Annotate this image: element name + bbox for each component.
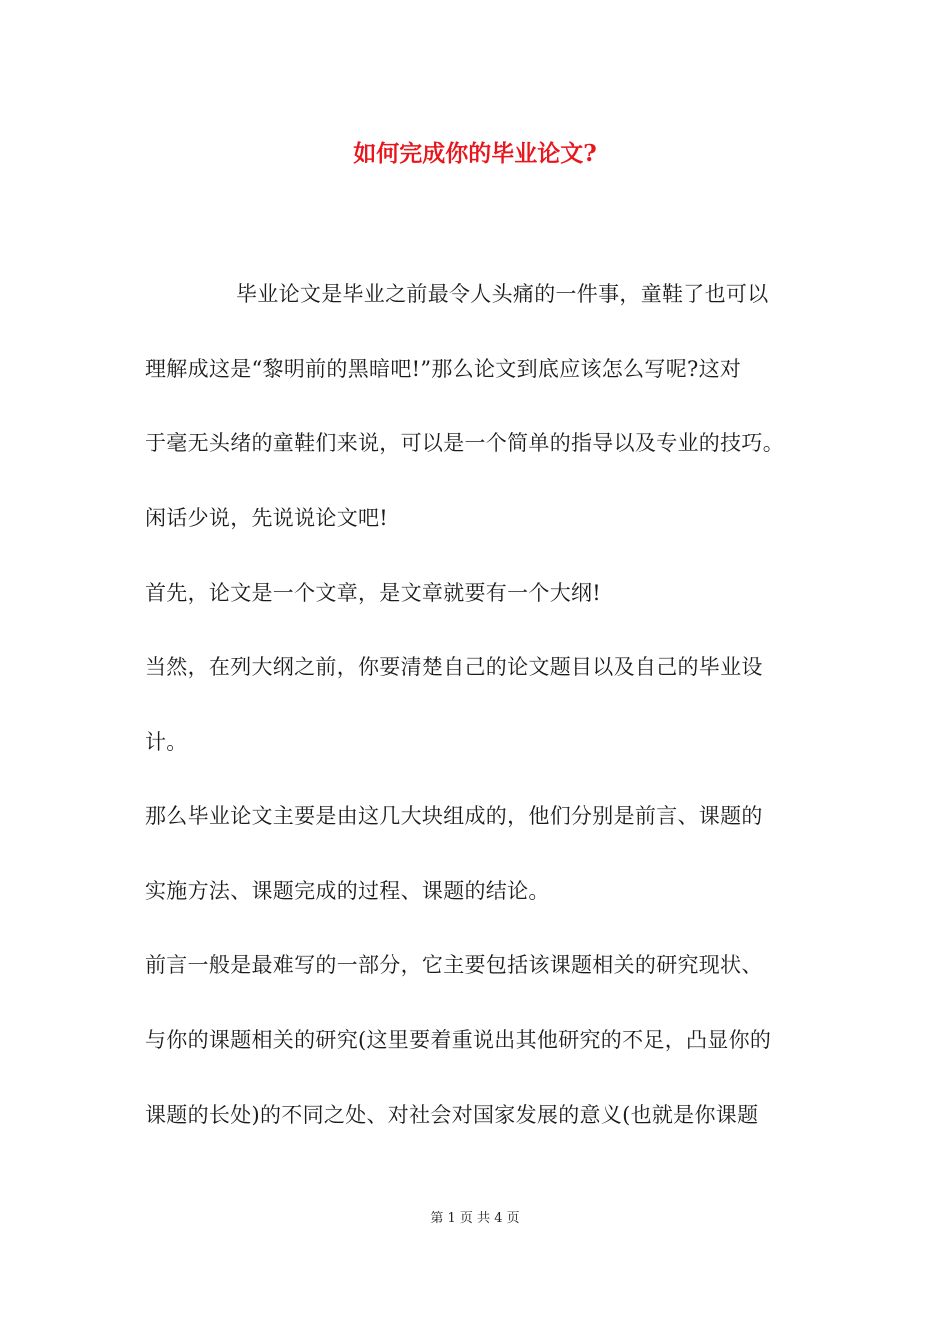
- paragraph-line-12: 课题的长处)的不同之处、对社会对国家发展的意义(也就是你课题: [145, 1103, 759, 1127]
- paragraph-line-10: 前言一般是最难写的一部分，它主要包括该课题相关的研究现状、: [145, 953, 763, 977]
- paragraph-line-5: 首先，论文是一个文章，是文章就要有一个大纲!: [145, 581, 602, 605]
- page-number-footer: 第 1 页 共 4 页: [430, 1211, 520, 1226]
- paragraph-line-9: 实施方法、课题完成的过程、课题的结论。: [145, 879, 550, 903]
- paragraph-line-6: 当然，在列大纲之前，你要清楚自己的论文题目以及自己的毕业设: [145, 655, 763, 679]
- paragraph-line-11: 与你的课题相关的研究(这里要着重说出其他研究的不足，凸显你的: [145, 1028, 772, 1052]
- paragraph-line-7: 计。: [145, 730, 188, 754]
- paragraph-line-1: 毕业论文是毕业之前最令人头痛的一件事，童鞋了也可以: [236, 282, 769, 306]
- paragraph-line-4: 闲话少说，先说说论文吧!: [145, 506, 389, 530]
- paragraph-line-2: 理解成这是“黎明前的黑暗吧!”那么论文到底应该怎么写呢?这对: [145, 357, 742, 381]
- document-title: 如何完成你的毕业论文?: [353, 140, 597, 167]
- paragraph-line-3: 于毫无头绪的童鞋们来说，可以是一个简单的指导以及专业的技巧。: [145, 431, 784, 455]
- paragraph-line-8: 那么毕业论文主要是由这几大块组成的，他们分别是前言、课题的: [145, 804, 763, 828]
